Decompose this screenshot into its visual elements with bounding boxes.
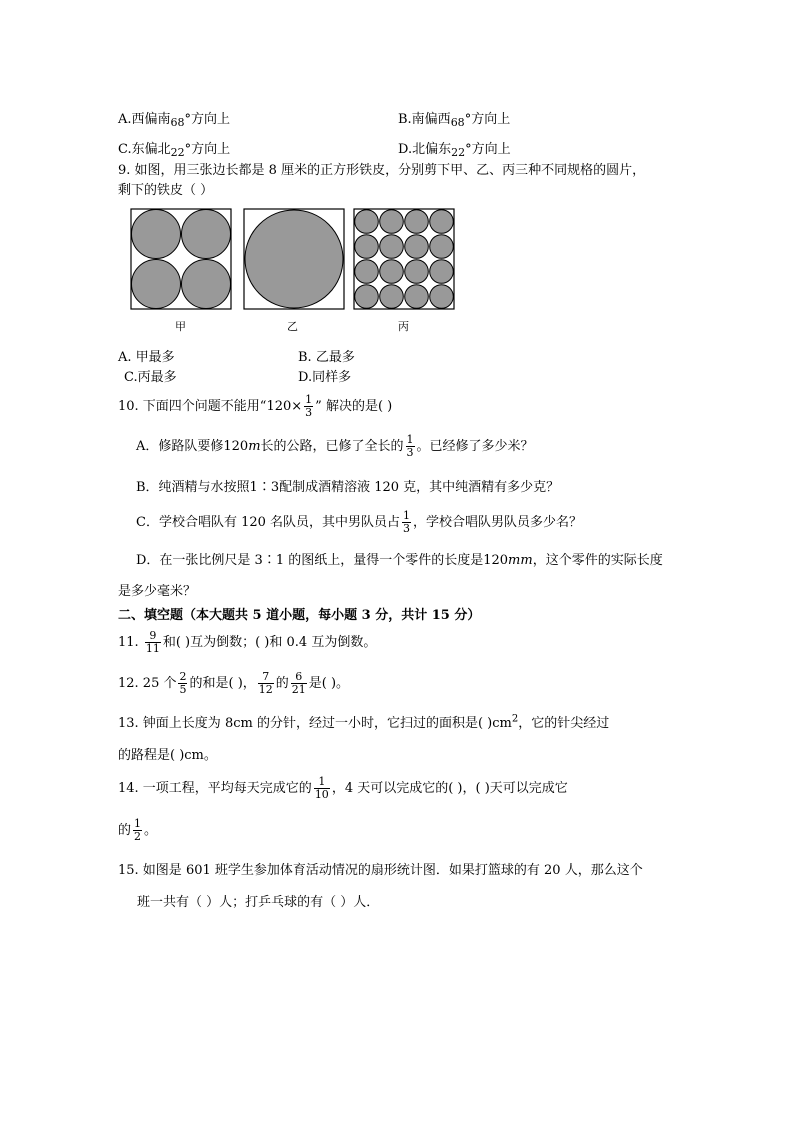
q12-text-mid: 的和是( )， xyxy=(189,676,256,691)
q15-line1: 15. 如图是 601 班学生参加体育活动情况的扇形统计图．如果打篮球的有 20 人，那么这个 xyxy=(118,863,643,878)
q9-circles-figure xyxy=(128,206,458,312)
figure-bing xyxy=(354,209,454,309)
circle xyxy=(405,260,429,284)
fraction-denominator: 3 xyxy=(305,406,313,419)
q10-option-a xyxy=(136,434,534,459)
circle xyxy=(380,285,404,309)
q9-option-b: B. 乙最多 xyxy=(298,350,355,365)
q8-option-c xyxy=(118,138,230,159)
q10-option-b: B．纯酒精与水按照1∶3配制成酒精溶液 120 克，其中纯酒精有多少克？ xyxy=(136,480,560,495)
q11 xyxy=(118,630,376,655)
q13-line1 xyxy=(118,712,609,731)
q13-text: 13. 钟面上长度为 8cm 的分针，经过一小时，它扫过的面积是( )cm xyxy=(118,716,512,731)
q8-option-a-text: A.西偏南 xyxy=(118,112,171,127)
q12-text-de: 的 xyxy=(275,676,289,691)
q9-option-c: C.丙最多 xyxy=(124,370,177,385)
fraction-denominator: 12 xyxy=(258,683,273,696)
q8-option-c-suffix: °方向上 xyxy=(184,142,231,157)
fraction xyxy=(291,671,307,696)
q9-option-a: A. 甲最多 xyxy=(118,350,175,365)
fraction xyxy=(402,510,411,535)
question-number: 11. xyxy=(118,635,139,650)
circle xyxy=(405,235,429,259)
q8-option-b xyxy=(398,108,510,129)
q10-stem-suffix: ” 解决的是( ) xyxy=(315,399,393,414)
fraction xyxy=(258,671,274,696)
circle xyxy=(355,260,379,284)
fraction-denominator: 2 xyxy=(134,830,142,843)
figure-label-jia: 甲 xyxy=(175,320,186,333)
q12 xyxy=(118,671,349,696)
q10-option-a-text-mid: 长的公路，已修了全长的 xyxy=(260,439,404,454)
circle xyxy=(430,210,454,234)
q11-text: 和( )互为倒数；( )和 0.4 互为倒数。 xyxy=(162,635,377,650)
fraction xyxy=(314,776,330,801)
fraction xyxy=(145,630,161,655)
q12-text: 12. 25 个 xyxy=(118,676,177,691)
q9-stem-line1: 9. 如图，用三张边长都是 8 厘米的正方形铁皮，分别剪下甲、乙、丙三种不同规格的圆片， xyxy=(118,163,646,178)
q14-suffix: 。 xyxy=(144,823,158,838)
circle xyxy=(380,235,404,259)
fraction xyxy=(304,394,313,419)
q12-suffix: 是( )。 xyxy=(308,676,350,691)
q14-line2 xyxy=(118,818,157,843)
q8-option-d-suffix: °方向上 xyxy=(465,142,511,157)
circle xyxy=(132,260,181,309)
circle xyxy=(355,210,379,234)
unit: m xyxy=(248,439,261,454)
q8-option-d-angle: 22 xyxy=(451,146,466,159)
fraction-numerator: 9 xyxy=(145,630,161,643)
circle xyxy=(245,210,343,308)
fraction-numerator: 1 xyxy=(314,776,330,789)
q14-text-end: ，4 天可以完成它的( )，( )天可以完成它 xyxy=(331,781,568,796)
fraction xyxy=(178,671,187,696)
q9-option-d: D.同样多 xyxy=(298,370,352,385)
fraction-numerator: 1 xyxy=(406,433,414,446)
q8-option-a-suffix: °方向上 xyxy=(184,112,231,127)
circle xyxy=(405,210,429,234)
fraction-numerator: 1 xyxy=(134,817,142,830)
circle xyxy=(182,260,231,309)
q8-option-c-text: C.东偏北 xyxy=(118,142,171,157)
fraction-denominator: 3 xyxy=(403,522,411,535)
q10-option-d-suffix: ，这个零件的实际长度 xyxy=(532,553,663,568)
q14-text-de: 的 xyxy=(118,823,132,838)
q8-option-c-angle: 22 xyxy=(170,146,185,159)
circle xyxy=(430,235,454,259)
q13-text-end: ，它的针尖经过 xyxy=(518,716,610,731)
q10-option-a-suffix: 。已经修了多少米？ xyxy=(416,439,534,454)
q14-line1 xyxy=(118,776,568,801)
fraction xyxy=(406,434,415,459)
q10-option-d-line2: 是多少毫米？ xyxy=(118,584,197,599)
q8-option-a xyxy=(118,108,230,129)
q8-option-b-suffix: °方向上 xyxy=(464,112,511,127)
q8-option-b-angle: 68 xyxy=(450,116,465,129)
figure-jia xyxy=(131,209,231,309)
q10-option-c-text: C．学校合唱队有 120 名队员，其中男队员占 xyxy=(136,515,401,530)
fraction-numerator: 7 xyxy=(258,671,274,684)
q8-option-b-text: B.南偏西 xyxy=(398,112,451,127)
q9-stem-line2: 剩下的铁皮（ ） xyxy=(118,183,214,198)
fraction-denominator: 3 xyxy=(406,446,414,459)
q8-option-a-angle: 68 xyxy=(170,116,185,129)
fraction xyxy=(133,818,142,843)
circle xyxy=(380,210,404,234)
fraction-numerator: 2 xyxy=(179,670,187,683)
fraction-denominator: 11 xyxy=(145,642,160,655)
q13-line2: 的路程是( )cm。 xyxy=(118,748,217,763)
q10-option-c xyxy=(136,510,582,535)
circle xyxy=(355,235,379,259)
fraction-numerator: 1 xyxy=(305,393,313,406)
fraction-numerator: 1 xyxy=(403,509,411,522)
figure-yi xyxy=(244,209,344,309)
section-title: 二、填空题（本大题共 5 道小题，每小题 3 分，共计 15 分） xyxy=(118,608,481,623)
circle xyxy=(430,260,454,284)
fraction-denominator: 21 xyxy=(291,683,306,696)
superscript: 2 xyxy=(511,713,519,725)
fraction-numerator: 6 xyxy=(291,671,307,684)
unit: mm xyxy=(508,553,533,568)
q10-stem-text: 10. 下面四个问题不能用“120× xyxy=(118,399,303,414)
q14-text: 14. 一项工程，平均每天完成它的 xyxy=(118,781,312,796)
q10-option-d-text: D．在一张比例尺是 3∶1 的图纸上，量得一个零件的长度是120 xyxy=(136,553,509,568)
q15-line2: 班一共有（ ）人；打乒乓球的有（ ）人． xyxy=(137,895,380,910)
q10-stem xyxy=(118,394,392,419)
circle xyxy=(355,285,379,309)
q8-option-d xyxy=(398,138,511,159)
fraction-denominator: 10 xyxy=(314,788,329,801)
figure-label-bing: 丙 xyxy=(398,320,409,333)
circle xyxy=(430,285,454,309)
q10-option-d-line1 xyxy=(136,549,663,568)
q8-option-d-text: D.北偏东 xyxy=(398,142,452,157)
circle xyxy=(132,210,181,259)
circle xyxy=(405,285,429,309)
q10-option-a-text: A．修路队要修120 xyxy=(136,439,249,454)
fraction-denominator: 5 xyxy=(179,683,187,696)
q10-option-c-suffix: ，学校合唱队男队员多少名？ xyxy=(413,515,583,530)
figure-label-yi: 乙 xyxy=(287,320,298,333)
circle xyxy=(182,210,231,259)
circle xyxy=(380,260,404,284)
